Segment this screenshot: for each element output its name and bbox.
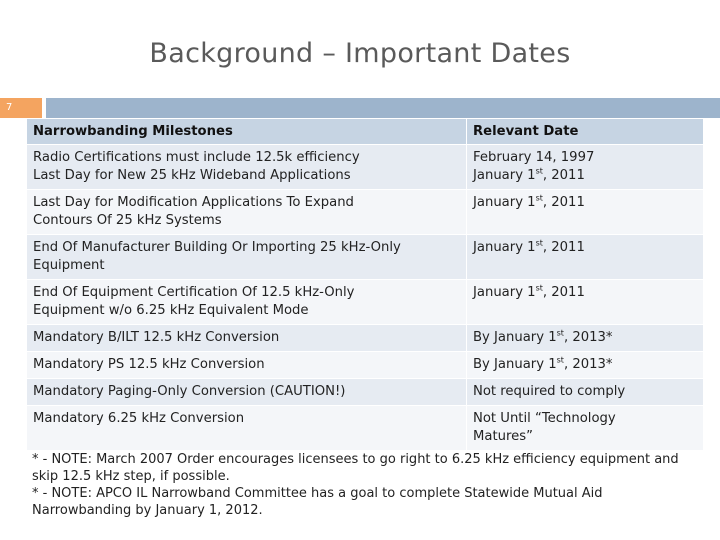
page-number: 7 (0, 98, 42, 118)
table-body (27, 145, 704, 451)
date-cell (467, 235, 704, 280)
date-text (473, 410, 697, 428)
milestone-cell (27, 406, 467, 451)
date-cell (467, 280, 704, 325)
date-post: , 2013* (563, 357, 613, 372)
milestones-column-header: Narrowbanding Milestones (27, 119, 467, 145)
date-post: , 2011 (542, 168, 585, 183)
table-row (27, 280, 704, 325)
milestone-text: Mandatory B/ILT 12.5 kHz Conversion (33, 330, 280, 345)
date-text (473, 194, 697, 212)
date-text (473, 239, 697, 257)
milestone-text: End Of Manufacturer Building Or Importing 25 kHz-Only (33, 240, 401, 255)
milestone-text: Last Day for New 25 kHz Wideband Applications (33, 168, 351, 183)
table-row (27, 325, 704, 352)
footnote: * - NOTE: APCO IL Narrowband Committee has a goal to complete Statewide Mutual Aid Narrowbanding by January 1, 2012. (32, 486, 603, 518)
date-text (473, 167, 697, 185)
date-pre: Not required to comply (473, 384, 626, 399)
footnotes (32, 451, 702, 519)
date-text (473, 329, 697, 347)
table-row (27, 145, 704, 190)
date-pre: By January 1 (473, 330, 557, 345)
milestone-cell (27, 379, 467, 406)
date-sup: st (556, 355, 564, 365)
milestone-cell (27, 145, 467, 190)
date-post: , 2013* (563, 330, 613, 345)
milestone-text: Contours Of 25 kHz Systems (33, 213, 222, 228)
table-row (27, 406, 704, 451)
date-column-header: Relevant Date (467, 119, 704, 145)
milestone-text: Last Day for Modification Applications To Expand (33, 195, 354, 210)
date-pre: February 14, 1997 (473, 150, 595, 165)
milestone-cell (27, 235, 467, 280)
milestone-cell (27, 352, 467, 379)
date-cell (467, 190, 704, 235)
date-pre: By January 1 (473, 357, 557, 372)
milestones-table (26, 118, 704, 451)
milestone-text: Mandatory 6.25 kHz Conversion (33, 411, 245, 426)
date-pre: January 1 (473, 240, 536, 255)
date-text (473, 428, 697, 446)
date-sup: st (535, 283, 543, 293)
table-row (27, 379, 704, 406)
date-post: , 2011 (542, 285, 585, 300)
header-band (46, 98, 720, 118)
date-pre: January 1 (473, 168, 536, 183)
milestone-text: End Of Equipment Certification Of 12.5 kHz-Only (33, 285, 355, 300)
date-text (473, 149, 697, 167)
date-cell (467, 406, 704, 451)
date-sup: st (535, 238, 543, 248)
date-pre: Not Until “Technology (473, 411, 616, 426)
milestone-text: Equipment w/o 6.25 kHz Equivalent Mode (33, 303, 309, 318)
date-pre: Matures” (473, 429, 533, 444)
date-cell (467, 352, 704, 379)
date-sup: st (535, 193, 543, 203)
date-sup: st (556, 328, 564, 338)
date-text (473, 383, 697, 401)
milestone-cell (27, 325, 467, 352)
milestone-text: Mandatory PS 12.5 kHz Conversion (33, 357, 265, 372)
slide-title: Background – Important Dates (149, 38, 571, 69)
milestone-cell (27, 280, 467, 325)
date-post: , 2011 (542, 240, 585, 255)
date-post: , 2011 (542, 195, 585, 210)
date-cell (467, 145, 704, 190)
milestone-cell (27, 190, 467, 235)
date-text (473, 284, 697, 302)
milestone-text: Radio Certifications must include 12.5k efficiency (33, 150, 360, 165)
table-row (27, 352, 704, 379)
milestone-text: Equipment (33, 258, 105, 273)
table-row (27, 190, 704, 235)
table-header-row (27, 119, 704, 145)
date-cell (467, 325, 704, 352)
date-cell (467, 379, 704, 406)
table-row (27, 235, 704, 280)
footnote: * - NOTE: March 2007 Order encourages licensees to go right to 6.25 kHz efficiency equipment and skip 12.5 kHz step, if possible. (32, 452, 679, 484)
date-pre: January 1 (473, 195, 536, 210)
milestone-text: Mandatory Paging-Only Conversion (CAUTION!) (33, 384, 346, 399)
date-pre: January 1 (473, 285, 536, 300)
date-sup: st (535, 166, 543, 176)
date-text (473, 356, 697, 374)
